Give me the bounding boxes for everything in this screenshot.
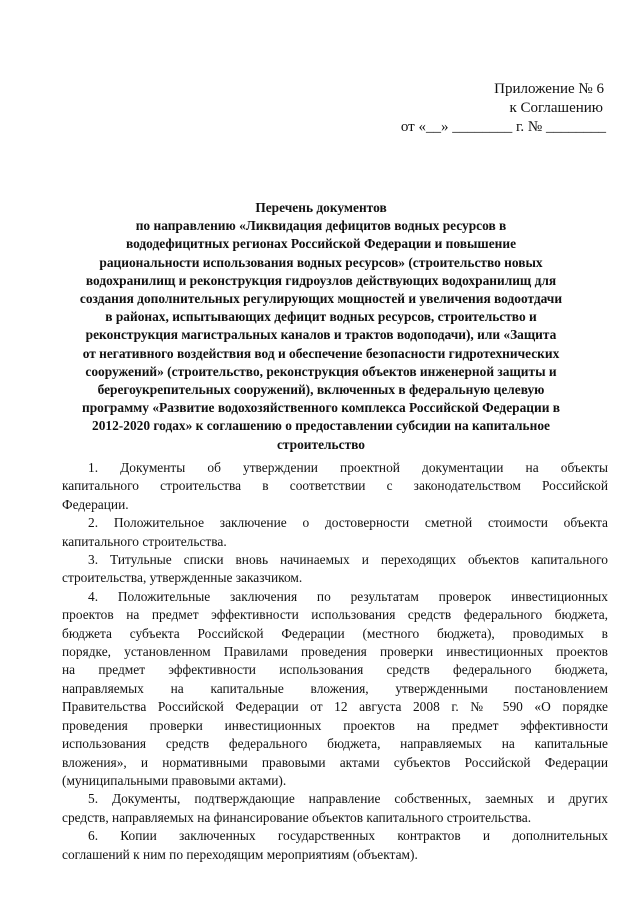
title-line: от негативного воздействия вод и обеспечение безопасности гидротехнических [82, 345, 560, 361]
list-item-line: проведения проверки инвестиционных проектов на предмет эффективности [62, 717, 608, 733]
title-line: программу «Развитие водохозяйственного комплекса Российской Федерации в [81, 400, 561, 416]
list-item-line: проектов на предмет эффективности использования средств федерального бюджета, [62, 607, 608, 623]
title-line: водохранилищ и реконструкция гидроузлов действующих водохранилищ для [85, 272, 557, 288]
list-item-line: 1. Документы об утверждении проектной документации на объекты [88, 460, 608, 475]
title-line: 2012-2020 годах» к соглашению о предоставлении субсидии на капитальное [92, 418, 550, 434]
title-line: создания дополнительных регулирующих мощностей и увеличения водоотдачи [79, 291, 563, 307]
list-item-line: строительства, утвержденные заказчиком. [62, 570, 303, 586]
list-item-line: порядке, установленном Правилами проведения проверки инвестиционных проектов [62, 644, 608, 660]
title-line: в районах, испытывающих дефицит водных ресурсов, строительство и [105, 309, 537, 325]
annex-agreement-ref: к Соглашению [509, 100, 603, 116]
list-item-line: капитального строительства. [62, 533, 227, 549]
title-line: строительство [276, 436, 365, 452]
list-item-line: направляемых на капитальные вложения, утвержденными постановлением [62, 680, 608, 696]
document-list [62, 459, 608, 864]
list-item-line: 3. Титульные списки вновь начинаемых и переходящих объектов капитального [88, 552, 608, 568]
list-item-line: использования средств федерального бюджета, направляемых на капитальные [62, 736, 608, 752]
document-title [56, 199, 586, 454]
list-item-line: 4. Положительные заключения по результатам проверок инвестиционных [88, 588, 608, 604]
list-item-line: средств, направляемых на финансирование объектов капитального строительства. [62, 809, 532, 825]
annex-number: Приложение № 6 [494, 81, 604, 97]
list-item-3 [62, 551, 608, 588]
list-item-line: 2. Положительное заключение о достоверности сметной стоимости объекта [88, 515, 608, 531]
title-line: берегоукрепительных сооружений), включенных в федеральную целевую [97, 382, 545, 398]
title-line: вододефицитных регионах Российской Федерации и повышение [125, 236, 517, 252]
list-item-line: 5. Документы, подтверждающие направление собственных, заемных и других [88, 791, 608, 807]
list-item-4 [62, 588, 608, 790]
list-item-6 [62, 827, 608, 864]
list-item-line: на предмет эффективности использования средств федерального бюджета, [62, 662, 608, 678]
annex-date-number-field: от «__» ________ г. № ________ [400, 119, 606, 135]
list-item-line: вложения», и нормативными правовыми актами субъектов Российской Федерации [62, 754, 608, 770]
list-item-line: (муниципальными правовыми актами). [62, 772, 287, 788]
title-line: Перечень документов [255, 200, 387, 215]
title-line: реконструкция магистральных каналов и трактов водоподачи), или «Защита [85, 327, 557, 343]
title-line: сооружений» (строительство, реконструкция объектов инженерной защиты и [85, 363, 557, 379]
list-item-line: Федерации. [62, 496, 129, 512]
title-line: по направлению «Ликвидация дефицитов водных ресурсов в [135, 218, 507, 234]
list-item-line: соглашений к ним по переходящим мероприятиям (объектам). [62, 846, 418, 862]
list-item-line: 6. Копии заключенных государственных контрактов и дополнительных [88, 828, 608, 844]
list-item-2 [62, 514, 608, 551]
list-item-line: бюджета субъекта Российской Федерации (местного бюджета), проводимых в [62, 625, 608, 641]
list-item-line: Правительства Российской Федерации от 12 августа 2008 г. № 590 «О порядке [62, 699, 608, 715]
list-item-5 [62, 790, 608, 827]
list-item-line: капитального строительства в соответствии с законодательством Российской [62, 478, 608, 494]
list-item-1 [62, 459, 608, 514]
annex-header [346, 80, 606, 137]
title-line: рациональности использования водных ресурсов» (строительство новых [99, 254, 543, 270]
